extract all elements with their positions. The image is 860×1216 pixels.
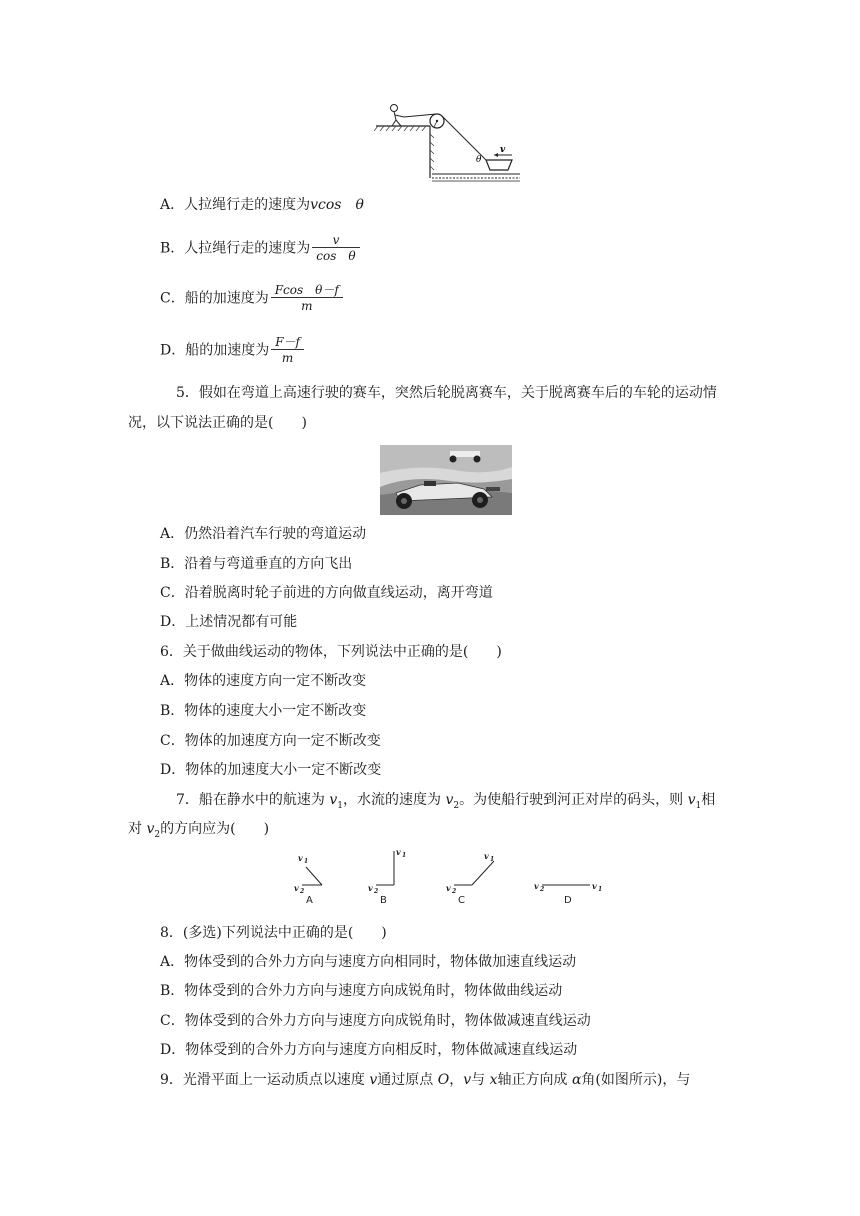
fig-b-v2: v xyxy=(368,883,373,893)
q5-option-c: C．沿着脱离时轮子前进的方向做直线运动，离开弯道 xyxy=(160,585,493,601)
q8-option-c: C．物体受到的合外力方向与速度方向成锐角时，物体做减速直线运动 xyxy=(160,1013,591,1029)
fig-d-v1: v xyxy=(592,881,597,891)
fig-c-v1: v xyxy=(484,851,489,861)
svg-text:1: 1 xyxy=(490,856,495,863)
q7-stem-line1: 7．船在静水中的航速为 $v_1$，水流的速度为 $v_2$。为使船行驶到河正对岸的码头，则 $v_1$相 xyxy=(176,792,716,811)
q8-stem: 8．(多选)下列说法中正确的是( ) xyxy=(160,925,387,941)
q4-option-b: B．人拉绳行走的速度为 $\frac{v}{\text{cos θ}}$ xyxy=(160,233,360,264)
velocity-label: v xyxy=(500,145,506,155)
q6-option-b: B．物体的速度大小一定不断改变 xyxy=(160,703,367,719)
svg-text:2: 2 xyxy=(300,888,305,895)
q7-vector-figures xyxy=(290,845,610,905)
fig-label-c: C xyxy=(458,895,465,905)
q6-stem: 6．关于做曲线运动的物体，下列说法中正确的是( ) xyxy=(160,644,502,660)
svg-text:1: 1 xyxy=(598,886,603,893)
svg-text:1: 1 xyxy=(402,852,407,859)
fig-a-v1: v xyxy=(298,853,303,863)
q6-option-d: D．物体的加速度大小一定不断改变 xyxy=(160,762,382,778)
q5-option-a: A．仍然沿着汽车行驶的弯道运动 xyxy=(160,526,367,542)
fig-label-d: D xyxy=(564,895,572,905)
boat-pulley-figure xyxy=(374,100,520,184)
q5-stem-line1: 5．假如在弯道上高速行驶的赛车，突然后轮脱离赛车，关于脱离赛车后的车轮的运动情 xyxy=(176,385,717,401)
q4-option-a: A．人拉绳行走的速度为vcos θ xyxy=(160,197,364,213)
q6-option-c: C．物体的加速度方向一定不断改变 xyxy=(160,733,381,749)
q5-stem-line2: 况，以下说法正确的是( ) xyxy=(128,415,307,431)
svg-text:2: 2 xyxy=(452,888,457,895)
q4-option-d: D．船的加速度为 $\frac{F-f}{m}$ xyxy=(160,335,304,366)
q9-stem: 9．光滑平面上一运动质点以速度 v通过原点 O，v与 x轴正方向成 α角(如图所示)，与 xyxy=(160,1072,691,1088)
fig-b-v1: v xyxy=(396,847,401,857)
q8-option-b: B．物体受到的合外力方向与速度方向成锐角时，物体做曲线运动 xyxy=(160,983,563,999)
race-car-photo xyxy=(380,445,512,515)
theta-label: θ xyxy=(476,155,482,165)
q8-option-d: D．物体受到的合外力方向与速度方向相反时，物体做减速直线运动 xyxy=(160,1042,578,1058)
q6-option-a: A．物体的速度方向一定不断改变 xyxy=(160,673,367,689)
q5-option-d: D．上述情况都有可能 xyxy=(160,614,298,630)
q5-option-b: B．沿着与弯道垂直的方向飞出 xyxy=(160,556,353,572)
svg-text:2: 2 xyxy=(374,888,379,895)
svg-text:2: 2 xyxy=(540,886,545,893)
fig-c-v2: v xyxy=(446,883,451,893)
fig-d-v2: v xyxy=(534,881,539,891)
q8-option-a: A．物体受到的合外力方向与速度方向相同时，物体做加速直线运动 xyxy=(160,954,577,970)
fig-a-v2: v xyxy=(294,883,299,893)
fig-label-b: B xyxy=(380,895,387,905)
q7-stem-line2: 对 $v_2$的方向应为( ) xyxy=(128,821,270,840)
q4-option-c: C．船的加速度为 $\frac{\text{Fcos θ－f}}{m}$ xyxy=(160,283,343,314)
svg-text:1: 1 xyxy=(304,858,309,865)
fig-label-a: A xyxy=(306,895,313,905)
